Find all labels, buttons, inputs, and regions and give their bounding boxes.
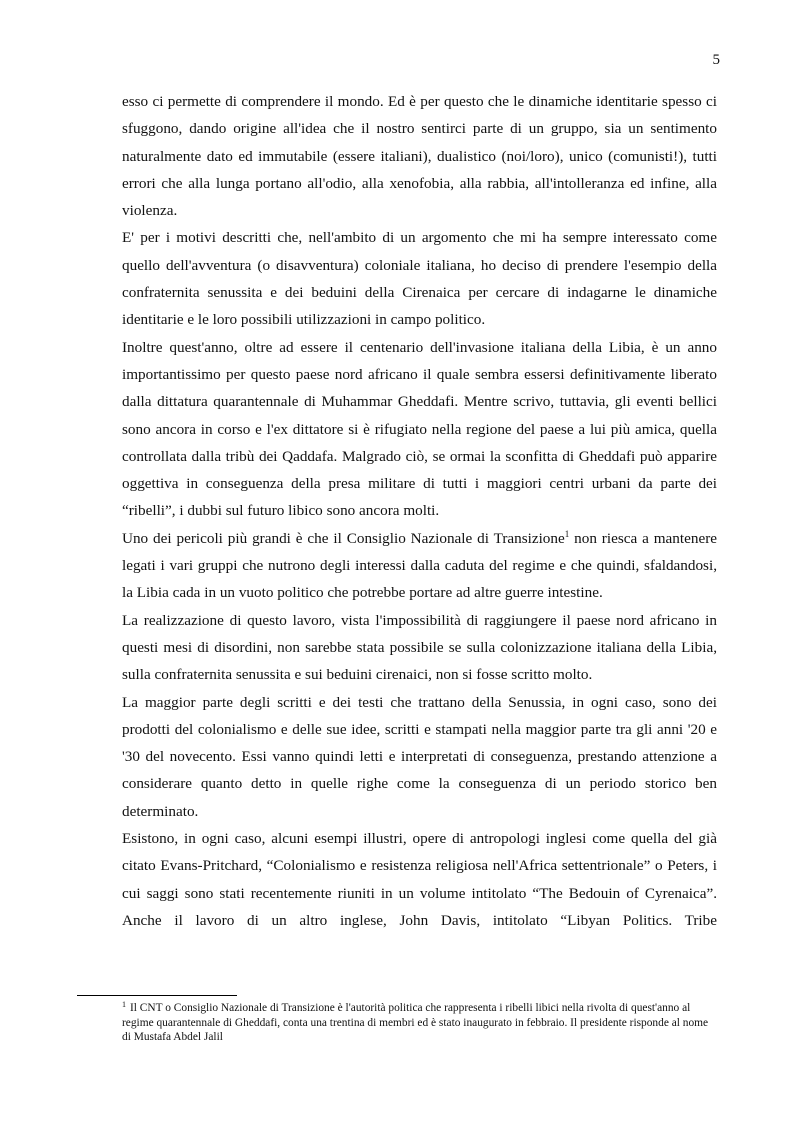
footnote-number: 1 [122, 1000, 126, 1009]
body-text [122, 88, 717, 934]
paragraph: Inoltre quest'anno, oltre ad essere il centenario dell'invasione italiana della Libia, è un anno importantissimo per questo paese nord africano il quale sembra essersi definitivamente liberato dalla dittatura quarantennale di Muhammar Gheddafi. Mentre scrivo, tuttavia, gli eventi bellici sono ancora in corso e l'ex dittatore si è rifugiato nella regione del paese a lui più amica, quella controllata dalla tribù dei Qaddafa. Malgrado ciò, se ormai la sconfitta di Gheddafi può apparire oggettiva in conseguenza della presa militare di tutti i maggiori centri urbani da parte dei “ribelli”, i dubbi sul futuro libico sono ancora molti. [122, 338, 717, 520]
paragraph-text: non riesca a mantenere legati i vari gruppi che nutrono degli interessi dalla caduta del regime e che quindi, sfaldandosi, la Libia cada in un vuoto politico che potrebbe portare ad altre guerre intestine. [122, 529, 717, 602]
paragraph-text: Uno dei pericoli più grandi è che il Consiglio Nazionale di Transizione [122, 529, 565, 547]
footnote [122, 1001, 717, 1045]
paragraph: Esistono, in ogni caso, alcuni esempi illustri, opere di antropologi inglesi come quella del già citato Evans-Pritchard, “Colonialismo e resistenza religiosa nell'Africa settentrionale” o Peters, i cui saggi sono stati recentemente riuniti in un volume intitolato “The Bedouin of Cyrenaica”. Anche il lavoro di un altro inglese, John Davis, intitolato “Libyan Politics. Tribe [122, 830, 717, 929]
paragraph: E' per i motivi descritti che, nell'ambito di un argomento che mi ha sempre interessato come quello dell'avventura (o disavventura) coloniale italiana, ho deciso di prendere l'esempio della confraternita senussita e dei beduini della Cirenaica per cercare di indagarne le dinamiche identitarie e le loro possibili utilizzazioni in campo politico. [122, 229, 717, 329]
footnote-divider [77, 995, 237, 996]
paragraph: esso ci permette di comprendere il mondo. Ed è per questo che le dinamiche identitarie spesso ci sfuggono, dando origine all'idea che il nostro sentirci parte di un gruppo, sia un sentimento naturalmente dato ed immutabile (essere italiani), dualistico (noi/loro), unico (comunisti!), tutti errori che alla lunga portano all'odio, alla xenofobia, alla rabbia, all'intolleranza ed infine, alla violenza. [122, 93, 717, 220]
paragraph: La realizzazione di questo lavoro, vista l'impossibilità di raggiungere il paese nord africano in questi mesi di disordini, non sarebbe stata possibile se sulla colonizzazione italiana della Libia, sulla confraternita senussita e sui beduini cirenaici, non si fosse scritto molto. [122, 611, 717, 684]
footnote-reference[interactable]: 1 [564, 528, 570, 539]
paragraph: La maggior parte degli scritti e dei testi che trattano della Senussia, in ogni caso, sono dei prodotti del colonialismo e delle sue idee, scritti e stampati nella maggior parte tra gli anni '20 e '30 del novecento. Essi vanno quindi letti e interpretati di conseguenza, prestando attenzione a considerare quanto detto in quelle righe come la conseguenza di un periodo storico ben determinato. [122, 693, 717, 820]
footnote-text: Il CNT o Consiglio Nazionale di Transizione è l'autorità politica che rappresenta i ribelli libici nella rivolta di quest'anno al regime quarantennale di Gheddafi, conta una trentina di membri ed è stato inaugurato in febbraio. Il presidente risponde al nome di Mustafa Abdel Jalil [122, 1002, 709, 1044]
page-number: 5 [712, 52, 720, 68]
paragraph [122, 525, 717, 607]
